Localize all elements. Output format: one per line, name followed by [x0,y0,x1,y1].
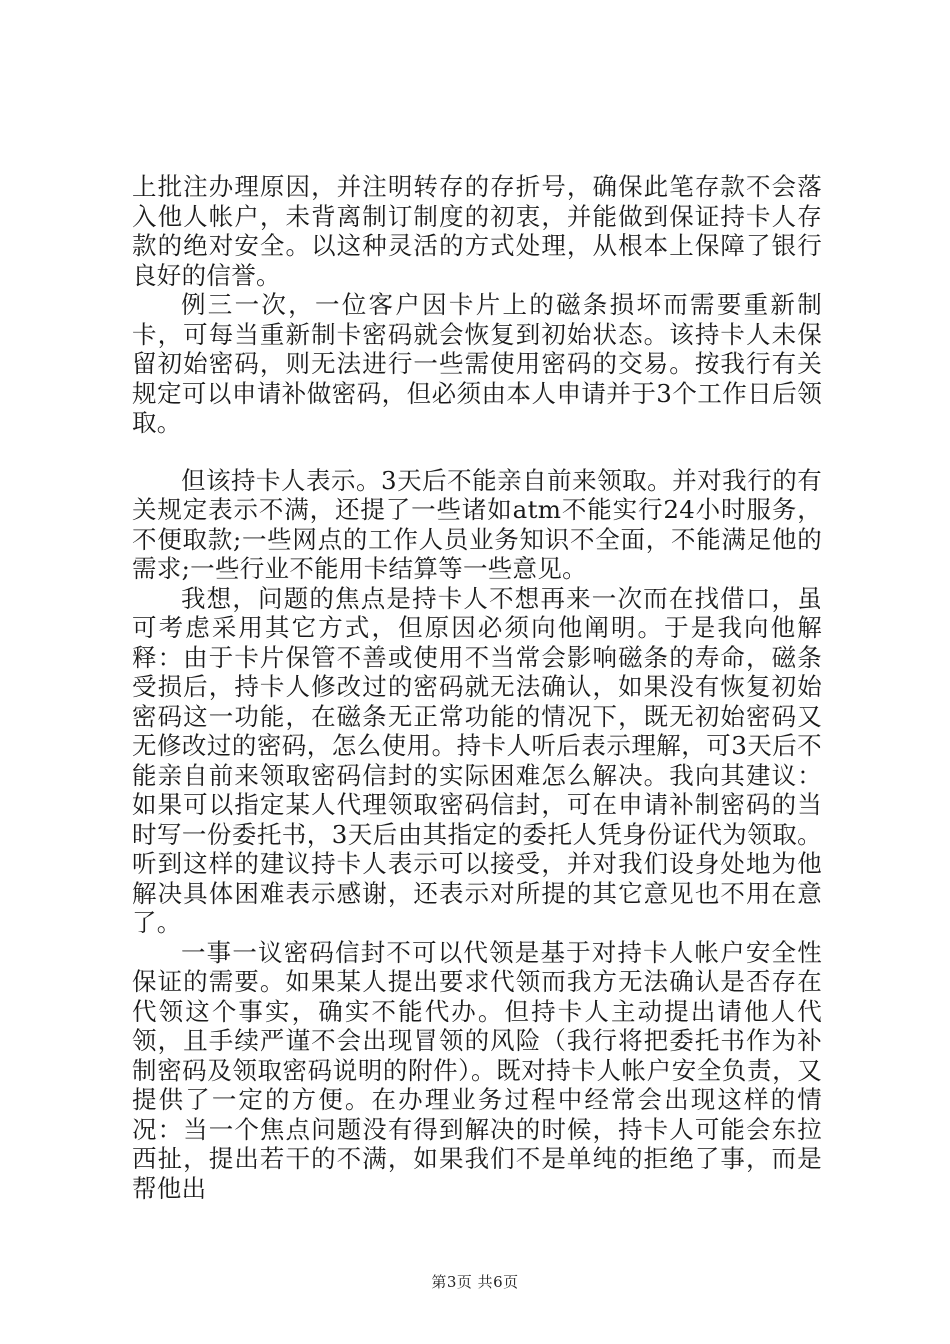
page-footer: 第3页 共6页 [431,1273,519,1291]
paragraph-case-by-case: 一事一议密码信封不可以代领是基于对持卡人帐户安全性保证的需要。如果某人提出要求代领而我方无法确认是否存在代领这个事实，确实不能代办。但持卡人主动提出请他人代领，且手续严谨不会出现冒领的风险（我行将把委托书作为补制密码及领取密码说明的附件）。既对持卡人帐户安全负责，又提供了一定的方便。在办理业务过程中经常会出现这样的情况：当一个焦点问题没有得到解决的时候，持卡人可能会东拉西扯，提出若干的不满，如果我们不是单纯的拒绝了事，而是帮他出 [132,937,822,1203]
paragraph-example-three: 例三一次，一位客户因卡片上的磁条损坏而需要重新制卡，可每当重新制卡密码就会恢复到初始状态。该持卡人未保留初始密码，则无法进行一些需使用密码的交易。按我行有关规定可以申请补做密码，但必须由本人申请并于3个工作日后领取。 [132,290,822,437]
paragraph-explanation: 我想，问题的焦点是持卡人不想再来一次而在找借口，虽可考虑采用其它方式，但原因必须向他阐明。于是我向他解释：由于卡片保管不善或使用不当常会影响磁条的寿命，磁条受损后，持卡人修改过的密码就无法确认，如果没有恢复初始密码这一功能，在磁条无正常功能的情况下，既无初始密码又无修改过的密码，怎么使用。持卡人听后表示理解，可3天后不能亲自前来领取密码信封的实际困难怎么解决。我向其建议：如果可以指定某人代理领取密码信封，可在申请补制密码的当时写一份委托书，3天后由其指定的委托人凭身份证代为领取。听到这样的建议持卡人表示可以接受，并对我们设身处地为他解决具体困难表示感谢，还表示对所提的其它意见也不用在意了。 [132,583,822,937]
paragraph-customer-response: 但该持卡人表示。3天后不能亲自前来领取。并对我行的有关规定表示不满，还提了一些诸如atm不能实行24小时服务，不便取款;一些网点的工作人员业务知识不全面，不能满足他的需求;一些行业不能用卡结算等一些意见。 [132,465,822,583]
paragraph-continuation: 上批注办理原因，并注明转存的存折号，确保此笔存款不会落入他人帐户，未背离制订制度的初衷，并能做到保证持卡人存款的绝对安全。以这种灵活的方式处理，从根本上保障了银行良好的信誉。 [132,172,822,290]
body-text [132,172,822,1203]
